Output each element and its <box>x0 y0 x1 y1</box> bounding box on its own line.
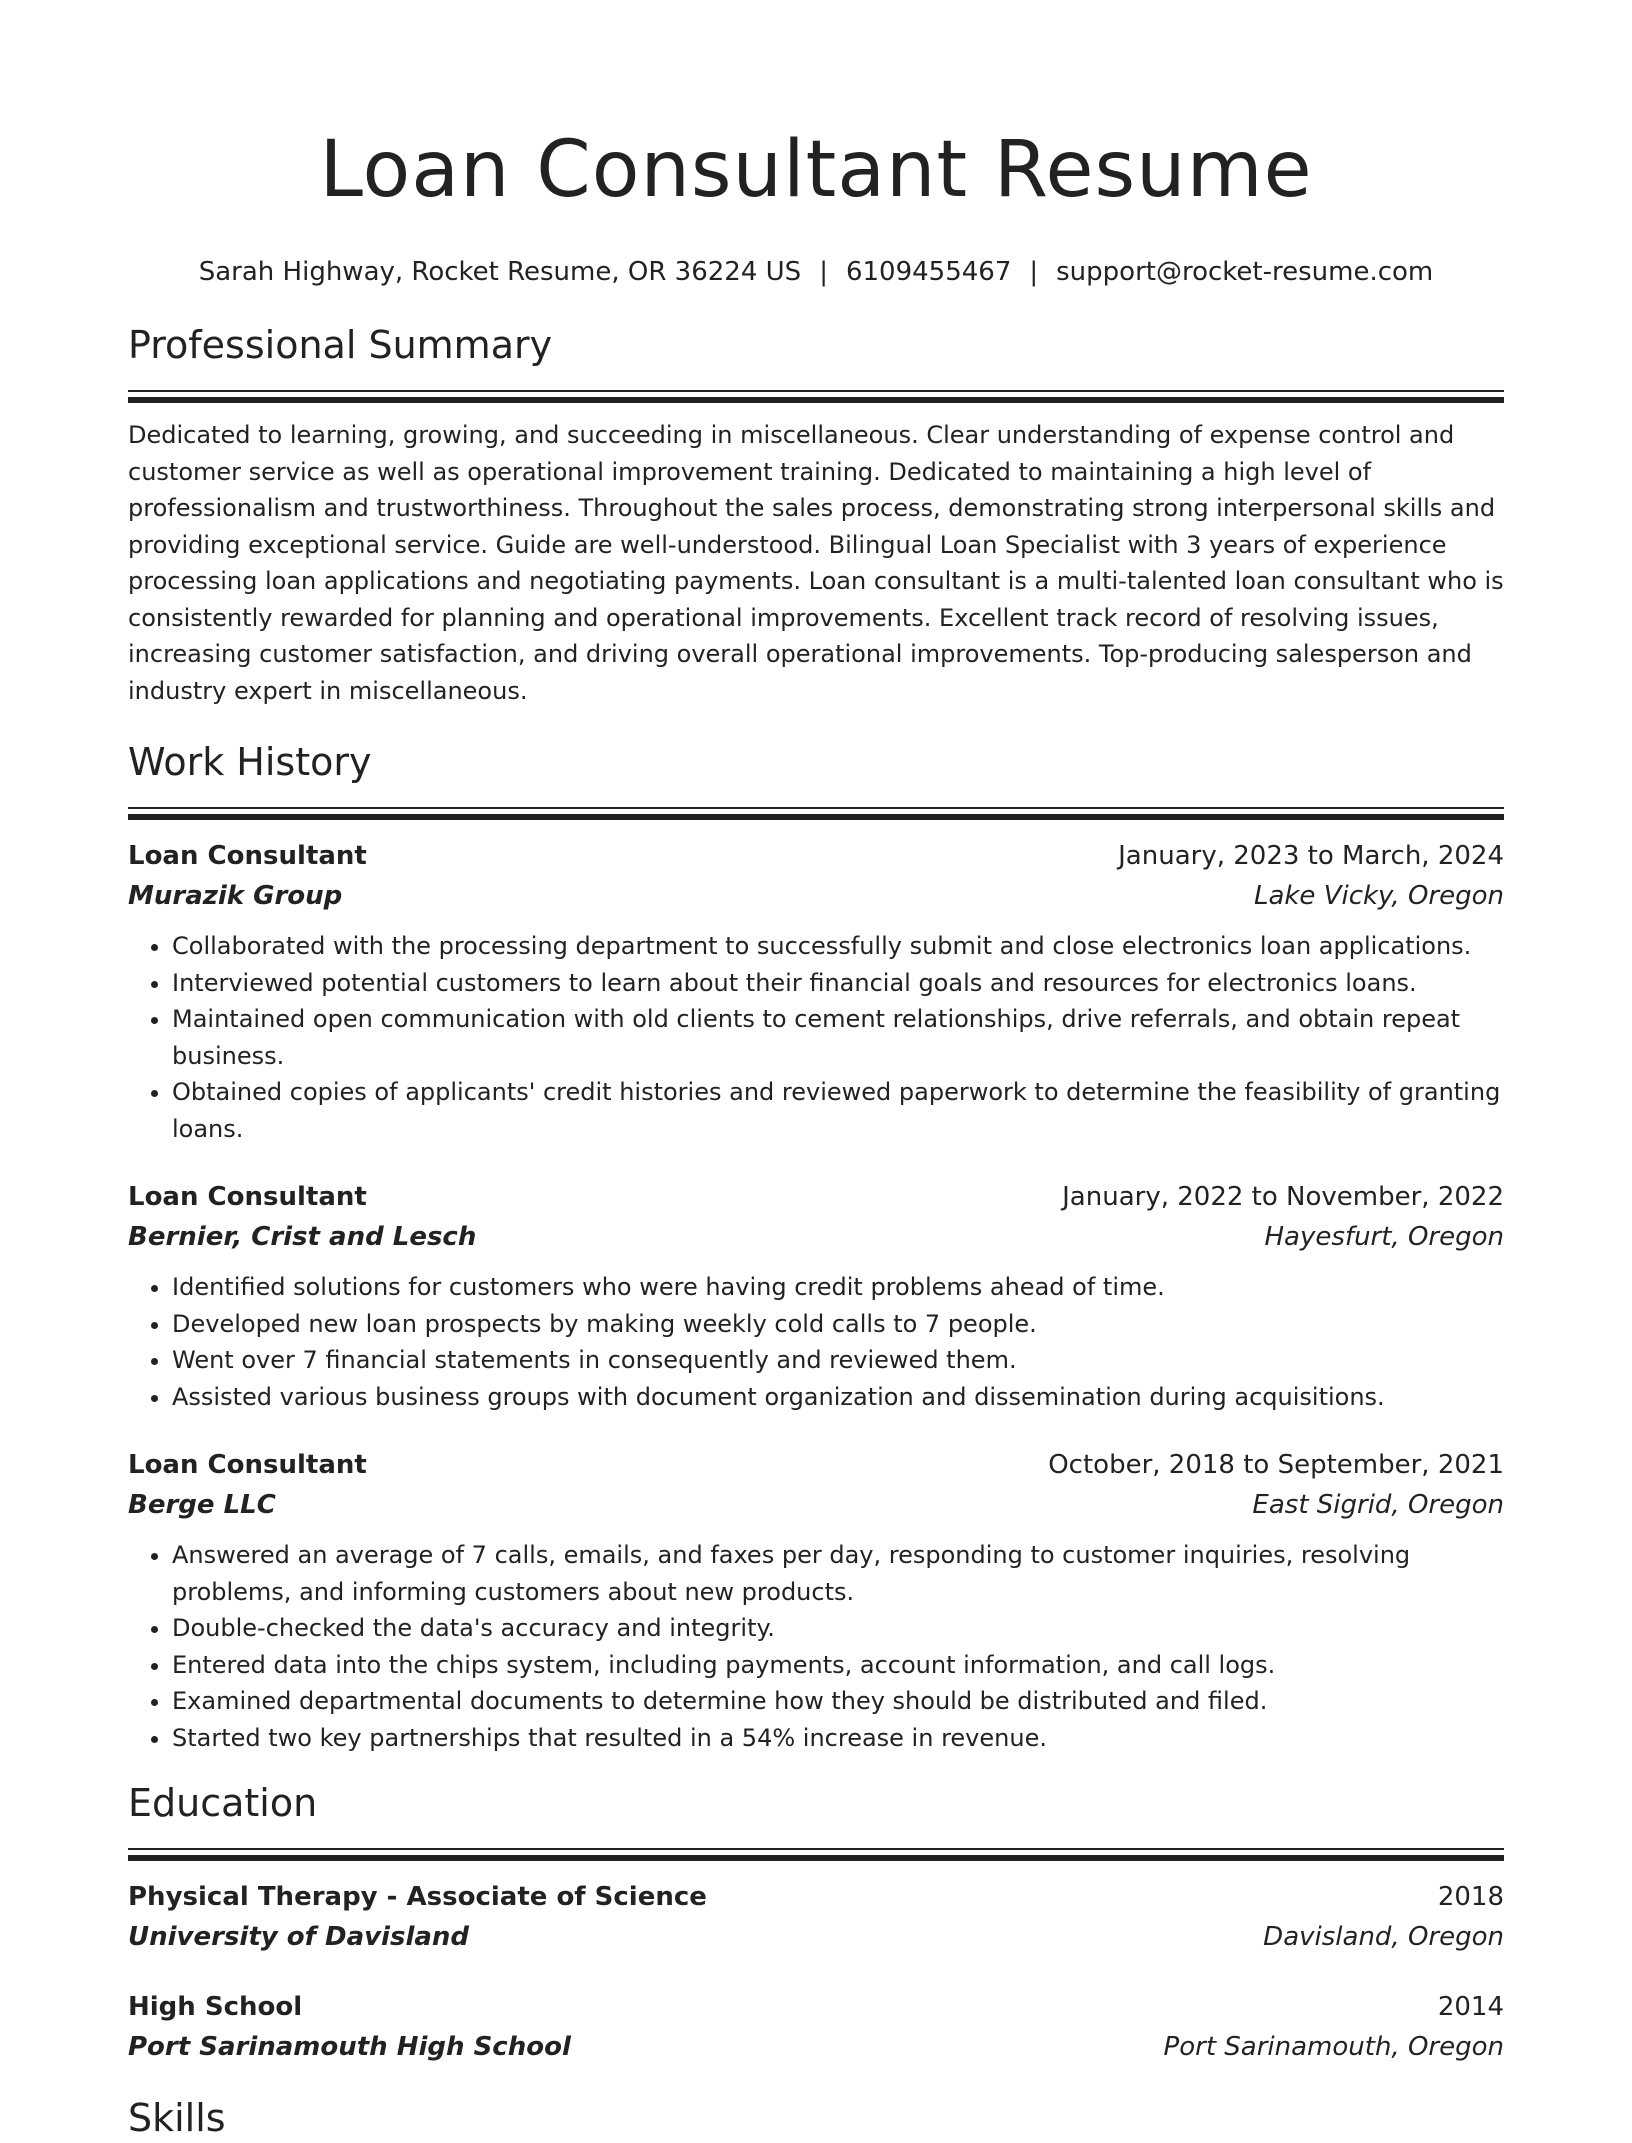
skills-section <box>128 2093 1504 2143</box>
list-item: • Entered data into the chips system, including payments, account information, and call logs. <box>172 1647 1504 1684</box>
job-location: Lake Vicky, Oregon <box>1253 881 1504 911</box>
education-heading: Education <box>128 1781 318 1825</box>
job-company: Bernier, Crist and Lesch <box>128 1222 477 1252</box>
education-entry <box>128 1877 1504 1957</box>
section-divider <box>128 807 1504 820</box>
job-header <box>128 1445 1504 1485</box>
job-bullets <box>128 1537 1504 1756</box>
list-item: • Maintained open communication with old clients to cement relationships, drive referrals, and obtain repeat business. <box>172 1001 1504 1074</box>
job-dates: January, 2022 to November, 2022 <box>1062 1182 1504 1212</box>
education-school: Port Sarinamouth High School <box>128 2032 571 2062</box>
education-location: Port Sarinamouth, Oregon <box>1163 2032 1504 2062</box>
education-school-row <box>128 2027 1504 2067</box>
list-item: • Went over 7 financial statements in consequently and reviewed them. <box>172 1342 1504 1379</box>
job-entry <box>128 1445 1504 1756</box>
education-header <box>128 1987 1504 2027</box>
contact-address: Sarah Highway, Rocket Resume, OR 36224 US <box>198 257 802 287</box>
job-bullets <box>128 1269 1504 1415</box>
job-entry <box>128 1177 1504 1415</box>
list-item: • Answered an average of 7 calls, emails, and faxes per day, responding to customer inquiries, resolving problems, and informing customers about new products. <box>172 1537 1504 1610</box>
contact-line <box>128 254 1504 290</box>
education-school: University of Davisland <box>128 1922 470 1952</box>
list-item: • Double-checked the data's accuracy and integrity. <box>172 1610 1504 1647</box>
job-company-row <box>128 1217 1504 1257</box>
job-company-row <box>128 876 1504 916</box>
job-header <box>128 1177 1504 1217</box>
contact-email: support@rocket-resume.com <box>1056 257 1434 287</box>
list-item: • Assisted various business groups with document organization and dissemination during acquisitions. <box>172 1379 1504 1416</box>
list-item: • Obtained copies of applicants' credit histories and reviewed paperwork to determine the feasibility of granting loans. <box>172 1074 1504 1147</box>
work-history-section <box>128 737 1504 1756</box>
job-entry <box>128 836 1504 1147</box>
job-header <box>128 836 1504 876</box>
list-item: • Developed new loan prospects by making weekly cold calls to 7 people. <box>172 1306 1504 1343</box>
job-title: Loan Consultant <box>128 1182 367 1212</box>
job-dates: January, 2023 to March, 2024 <box>1118 841 1504 871</box>
education-entry <box>128 1987 1504 2067</box>
list-item: • Started two key partnerships that resulted in a 54% increase in revenue. <box>172 1720 1504 1757</box>
education-degree: High School <box>128 1992 303 2022</box>
job-company: Berge LLC <box>128 1490 276 1520</box>
job-location: Hayesfurt, Oregon <box>1264 1222 1504 1252</box>
job-location: East Sigrid, Oregon <box>1252 1490 1504 1520</box>
job-title: Loan Consultant <box>128 1450 367 1480</box>
resume-title: Loan Consultant Resume <box>319 125 1313 215</box>
list-item: • Collaborated with the processing department to successfully submit and close electronics loan applications. <box>172 928 1504 965</box>
summary-text: Dedicated to learning, growing, and succeeding in miscellaneous. Clear understanding of expense control and customer service as well as operational improvement training. Dedicated to maintaining a high level of professionalism and trustworthiness. Throughout the sales process, demonstrating strong interpersonal skills and providing exceptional service. Guide are well-understood. Bilingual Loan Specialist with 3 years of experience processing loan applications and negotiating payments. Loan consultant is a multi-talented loan consultant who is consistently rewarded for planning and operational improvements. Excellent track record of resolving issues, increasing customer satisfaction, and driving overall operational improvements. Top-producing salesperson and industry expert in miscellaneous. <box>128 421 1504 705</box>
skills-heading: Skills <box>128 2096 226 2140</box>
list-item: • Examined departmental documents to determine how they should be distributed and filed. <box>172 1683 1504 1720</box>
job-dates: October, 2018 to September, 2021 <box>1048 1450 1504 1480</box>
summary-section <box>128 320 1504 709</box>
job-title: Loan Consultant <box>128 841 367 871</box>
contact-phone: 6109455467 <box>845 257 1012 287</box>
education-section <box>128 1778 1504 2067</box>
summary-heading: Professional Summary <box>128 323 553 367</box>
contact-separator: | <box>819 257 828 287</box>
job-company-row <box>128 1485 1504 1525</box>
education-location: Davisland, Oregon <box>1263 1922 1504 1952</box>
education-year: 2018 <box>1437 1882 1504 1912</box>
contact-separator: | <box>1029 257 1039 287</box>
education-year: 2014 <box>1437 1992 1504 2022</box>
education-header <box>128 1877 1504 1917</box>
list-item: • Interviewed potential customers to learn about their financial goals and resources for electronics loans. <box>172 965 1504 1002</box>
education-degree: Physical Therapy - Associate of Science <box>128 1882 707 1912</box>
section-divider <box>128 390 1504 403</box>
list-item: • Identified solutions for customers who were having credit problems ahead of time. <box>172 1269 1504 1306</box>
education-school-row <box>128 1917 1504 1957</box>
section-divider <box>128 1848 1504 1861</box>
job-bullets <box>128 928 1504 1147</box>
work-history-heading: Work History <box>128 740 372 784</box>
job-company: Murazik Group <box>128 881 343 911</box>
